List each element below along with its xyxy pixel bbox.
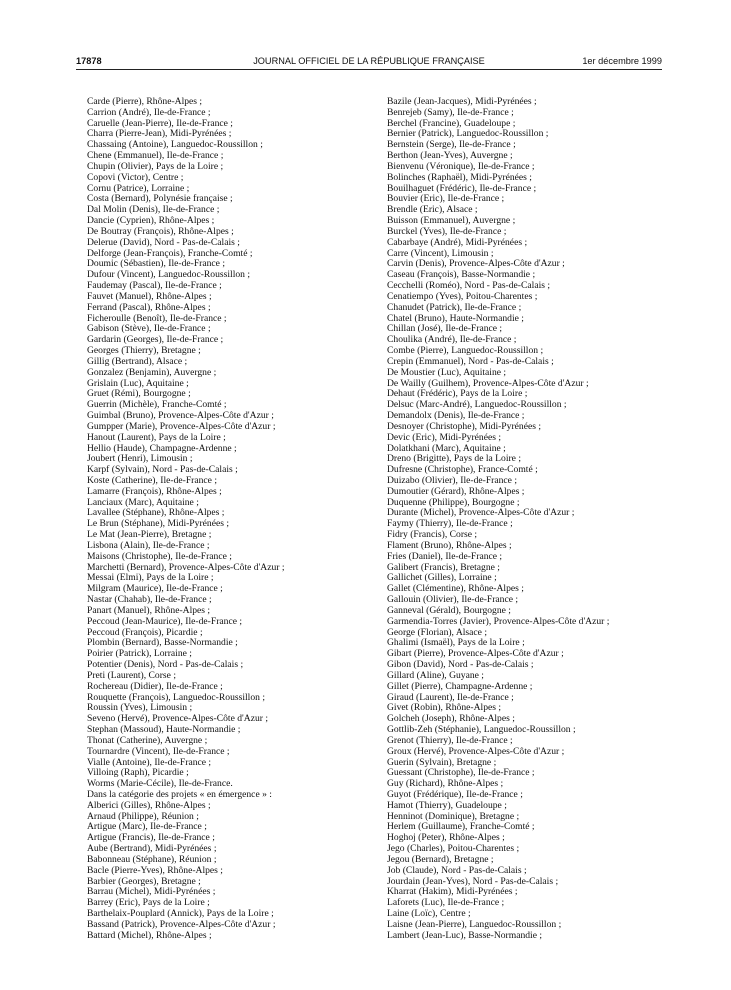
list-item: Dehaut (Frédéric), Pays de la Loire ; xyxy=(387,389,528,400)
list-item: Gallet (Clémentine), Rhône-Alpes ; xyxy=(387,584,524,595)
list-item: Dreno (Brigitte), Pays de la Loire ; xyxy=(387,454,522,465)
list-item: Delerue (David), Nord - Pas-de-Calais ; xyxy=(87,237,240,248)
list-item: Bolinches (Raphaël), Midi-Pyrénées ; xyxy=(387,172,532,183)
list-item: Worms (Marie-Cécile), Ile-de-France. xyxy=(87,779,233,790)
list-item: Caseau (François), Basse-Normandie ; xyxy=(387,270,536,281)
list-item: Giraud (Laurent), Ile-de-France ; xyxy=(387,692,514,703)
list-item: Herlem (Guillaume), Franche-Comté ; xyxy=(387,822,535,833)
list-item: Gardarin (Georges), Ile-de-France ; xyxy=(87,335,224,346)
list-item: Marchetti (Bernard), Provence-Alpes-Côte d'Azur ; xyxy=(87,562,285,573)
list-item: Laisne (Jean-Pierre), Languedoc-Roussillon ; xyxy=(387,919,562,930)
list-item: Delforge (Jean-François), Franche-Comté ; xyxy=(87,248,253,259)
list-item: Dufour (Vincent), Languedoc-Roussillon ; xyxy=(87,270,251,281)
list-item: Carvin (Denis), Provence-Alpes-Côte d'Azur ; xyxy=(387,259,565,270)
list-item: Bassand (Patrick), Provence-Alpes-Côte d'Azur ; xyxy=(87,919,276,930)
list-item: Guerrin (Michèle), Franche-Comté ; xyxy=(87,400,227,411)
list-item: Panart (Manuel), Rhône-Alpes ; xyxy=(87,605,211,616)
list-item: Guimbal (Bruno), Provence-Alpes-Côte d'Azur ; xyxy=(87,411,274,422)
list-item: Combe (Pierre), Languedoc-Roussillon ; xyxy=(387,346,544,357)
list-item: Kharrat (Hakim), Midi-Pyrénées ; xyxy=(387,887,518,898)
list-item: Jego (Charles), Poitou-Charentes ; xyxy=(387,844,520,855)
list-item: Delsuc (Marc-André), Languedoc-Roussillon ; xyxy=(387,400,567,411)
list-item: Laine (Loïc), Centre ; xyxy=(387,909,471,920)
list-item: Le Mat (Jean-Pierre), Bretagne ; xyxy=(87,530,212,541)
list-item: Cenatiempo (Yves), Poitou-Charentes ; xyxy=(387,291,538,302)
list-item: Thonat (Catherine), Auvergne ; xyxy=(87,735,208,746)
list-item: Vialle (Antoine), Ile-de-France ; xyxy=(87,757,212,768)
list-item: Ferrand (Pascal), Rhône-Alpes ; xyxy=(87,302,211,313)
list-item: Hoghoj (Peter), Rhône-Alpes ; xyxy=(387,833,505,844)
list-item: Alberici (Gilles), Rhône-Alpes ; xyxy=(87,800,211,811)
list-item: Buisson (Emmanuel), Auvergne ; xyxy=(387,216,516,227)
list-item: Charra (Pierre-Jean), Midi-Pyrénées ; xyxy=(87,129,232,140)
list-item: Tournardre (Vincent), Ile-de-France ; xyxy=(87,746,230,757)
list-item: Lanciaux (Marc), Aquitaine ; xyxy=(87,497,199,508)
list-item: Preti (Laurent), Corse ; xyxy=(87,670,176,681)
list-item: Crepin (Emmanuel), Nord - Pas-de-Calais ; xyxy=(387,356,554,367)
list-item: Lisbona (Alain), Ile-de-France ; xyxy=(87,540,210,551)
list-item: Faudemay (Pascal), Ile-de-France ; xyxy=(87,281,222,292)
list-item: Barrau (Michel), Midi-Pyrénées ; xyxy=(87,887,216,898)
list-item: Carre (Vincent), Limousin ; xyxy=(387,248,494,259)
list-item: Benrejeb (Samy), Ile-de-France ; xyxy=(387,107,514,118)
list-item: Nastar (Chahab), Ile-de-France ; xyxy=(87,595,212,606)
list-item: Carrion (André), Ile-de-France ; xyxy=(87,107,211,118)
list-item: Lamarre (François), Rhône-Alpes ; xyxy=(87,486,222,497)
right-column xyxy=(387,97,677,942)
list-item: Bacle (Pierre-Yves), Rhône-Alpes ; xyxy=(87,865,223,876)
list-item: Rochereau (Didier), Ile-de-France ; xyxy=(87,681,223,692)
list-item: Aube (Bertrand), Midi-Pyrénées ; xyxy=(87,844,217,855)
list-item: Dumoutier (Gérard), Rhône-Alpes ; xyxy=(387,486,525,497)
list-item: Dancie (Cyprien), Rhône-Alpes ; xyxy=(87,216,215,227)
list-item: Ghalimi (Ismaël), Pays de la Loire ; xyxy=(387,638,525,649)
list-item: Burckel (Yves), Ile-de-France ; xyxy=(387,226,507,237)
list-item: Koste (Catherine), Ile-de-France ; xyxy=(87,475,217,486)
list-item: Cornu (Patrice), Lorraine ; xyxy=(87,183,190,194)
list-item: Gillig (Bertrand), Alsace ; xyxy=(87,356,188,367)
list-item: Gottlib-Zeh (Stéphanie), Languedoc-Roussillon ; xyxy=(387,725,576,736)
list-item: Stephan (Massoud), Haute-Normandie ; xyxy=(87,725,241,736)
list-item: Chillan (José), Ile-de-France ; xyxy=(387,324,503,335)
list-item: Maisons (Christophe), Ile-de-France ; xyxy=(87,551,232,562)
list-item: Ficheroulle (Benoît), Ile-de-France ; xyxy=(87,313,227,324)
list-item: George (Florian), Alsace ; xyxy=(387,627,487,638)
list-item: Bouilhaguet (Frédéric), Ile-de-France ; xyxy=(387,183,537,194)
list-item: Ganneval (Gérald), Bourgogne ; xyxy=(387,605,511,616)
list-item: Guessant (Christophe), Ile-de-France ; xyxy=(387,768,535,779)
list-item: Chatel (Bruno), Haute-Normandie ; xyxy=(387,313,524,324)
list-item: Hanout (Laurent), Pays de la Loire ; xyxy=(87,432,226,443)
list-item: Gabison (Stève), Ile-de-France ; xyxy=(87,324,211,335)
list-item: Gumpper (Marie), Provence-Alpes-Côte d'Azur ; xyxy=(87,421,276,432)
list-item: Galibert (Francis), Bretagne ; xyxy=(387,562,500,573)
list-item: Henninot (Dominique), Bretagne ; xyxy=(387,811,520,822)
list-item: Fidry (Francis), Corse ; xyxy=(387,530,478,541)
list-item: Arnaud (Philippe), Réunion ; xyxy=(87,811,199,822)
list-item: Choulika (André), Ile-de-France ; xyxy=(387,335,517,346)
list-item: Cecchelli (Roméo), Nord - Pas-de-Calais ; xyxy=(387,281,551,292)
list-item: Gallichet (Gilles), Lorraine ; xyxy=(387,573,497,584)
list-item: Job (Claude), Nord - Pas-de-Calais ; xyxy=(387,865,527,876)
list-item: Carde (Pierre), Rhône-Alpes ; xyxy=(87,97,203,107)
list-item: Jourdain (Jean-Yves), Nord - Pas-de-Calais ; xyxy=(387,876,559,887)
list-item: Babonneau (Stéphane), Réunion ; xyxy=(87,854,217,865)
list-item: Gillard (Aline), Guyane ; xyxy=(387,670,484,681)
list-item: Bienvenu (Véronique), Ile-de-France ; xyxy=(387,161,535,172)
list-item: Cabarbaye (André), Midi-Pyrénées ; xyxy=(387,237,528,248)
list-item: Le Brun (Stéphane), Midi-Pyrénées ; xyxy=(87,519,230,530)
list-item: Duizabo (Olivier), Ile-de-France ; xyxy=(387,475,517,486)
list-item: Jegou (Bernard), Bretagne ; xyxy=(387,854,494,865)
list-item: Berthon (Jean-Yves), Auvergne ; xyxy=(387,151,513,162)
list-item: De Boutray (François), Rhône-Alpes ; xyxy=(87,226,234,237)
list-item: Givet (Robin), Rhône-Alpes ; xyxy=(387,703,502,714)
list-item: Grislain (Luc), Aquitaine ; xyxy=(87,378,189,389)
journal-title: JOURNAL OFFICIEL DE LA RÉPUBLIQUE FRANÇAISE xyxy=(253,56,485,66)
list-item: Lavallee (Stéphane), Rhône-Alpes ; xyxy=(87,508,225,519)
list-item: Doumic (Sébastien), Ile-de-France ; xyxy=(87,259,225,270)
list-item: Guy (Richard), Rhône-Alpes ; xyxy=(387,779,504,790)
list-item: Guerin (Sylvain), Bretagne ; xyxy=(387,757,497,768)
list-item: Caruelle (Jean-Pierre), Ile-de-France ; xyxy=(87,118,233,129)
list-item: Barbier (Georges), Bretagne ; xyxy=(87,876,201,887)
list-item: Seveno (Hervé), Provence-Alpes-Côte d'Azur ; xyxy=(87,714,269,725)
list-item: Milgram (Maurice), Ile-de-France ; xyxy=(87,584,223,595)
list-item: Messai (Elmi), Pays de la Loire ; xyxy=(87,573,214,584)
list-item: Karpf (Sylvain), Nord - Pas-de-Calais ; xyxy=(87,465,238,476)
list-item: Brendle (Eric), Alsace ; xyxy=(387,205,478,216)
list-item: Gillet (Pierre), Champagne-Ardenne ; xyxy=(387,681,533,692)
list-item: De Wailly (Guilhem), Provence-Alpes-Côte d'Azur ; xyxy=(387,378,589,389)
page-number: 17878 xyxy=(76,56,102,66)
list-item: Gibon (David), Nord - Pas-de-Calais ; xyxy=(387,660,534,671)
list-item: Grenot (Thierry), Ile-de-France ; xyxy=(387,735,513,746)
list-item: Rouquette (François), Languedoc-Roussillon ; xyxy=(87,692,265,703)
list-item: Roussin (Yves), Limousin ; xyxy=(87,703,193,714)
list-item: Plombin (Bernard), Basse-Normandie ; xyxy=(87,638,238,649)
list-item: Poirier (Patrick), Lorraine ; xyxy=(87,649,192,660)
list-item: Berchel (Francine), Guadeloupe ; xyxy=(387,118,516,129)
left-column xyxy=(87,97,377,942)
list-item: Barrey (Eric), Pays de la Loire ; xyxy=(87,898,210,909)
list-item: Bernier (Patrick), Languedoc-Roussillon ; xyxy=(387,129,549,140)
list-item: Potentier (Denis), Nord - Pas-de-Calais ; xyxy=(87,660,244,671)
list-item: Bernstein (Serge), Ile-de-France ; xyxy=(387,140,516,151)
publication-date: 1er décembre 1999 xyxy=(582,56,662,66)
list-item: Gonzalez (Benjamin), Auvergne ; xyxy=(87,367,217,378)
list-item: Peccoud (Jean-Maurice), Ile-de-France ; xyxy=(87,616,243,627)
list-item: Laforets (Luc), Ile-de-France ; xyxy=(387,898,505,909)
list-item: Chanudet (Patrick), Ile-de-France ; xyxy=(387,302,522,313)
list-item: Gibart (Pierre), Provence-Alpes-Côte d'Azur ; xyxy=(387,649,564,660)
list-item: Dans la catégorie des projets « en émergence » : xyxy=(87,790,272,800)
list-item: Garmendia-Torres (Javier), Provence-Alpes-Côte d'Azur ; xyxy=(387,616,610,627)
list-item: Villoing (Raph), Picardie ; xyxy=(87,768,189,779)
list-item: Costa (Bernard), Polynésie française ; xyxy=(87,194,233,205)
list-item: Durante (Michel), Provence-Alpes-Côte d'Azur ; xyxy=(387,508,575,519)
list-item: Flament (Bruno), Rhône-Alpes ; xyxy=(387,540,512,551)
list-item: Desnoyer (Christophe), Midi-Pyrénées ; xyxy=(387,421,542,432)
header-rule xyxy=(76,69,662,70)
list-item: Fries (Daniel), Ile-de-France ; xyxy=(387,551,503,562)
list-item: Chupin (Olivier), Pays de la Loire ; xyxy=(87,161,224,172)
list-item: Devic (Eric), Midi-Pyrénées ; xyxy=(387,432,502,443)
list-item: Chassaing (Antoine), Languedoc-Roussillon ; xyxy=(87,140,263,151)
list-item: Artigue (Marc), Ile-de-France ; xyxy=(87,822,207,833)
list-item: Dal Molin (Denis), Ile-de-France ; xyxy=(87,205,220,216)
list-item: Faymy (Thierry), Ile-de-France ; xyxy=(387,519,513,530)
list-item: Bazile (Jean-Jacques), Midi-Pyrénées ; xyxy=(387,97,537,107)
list-item: Bouvier (Eric), Ile-de-France ; xyxy=(387,194,505,205)
list-item: Gallouin (Olivier), Ile-de-France ; xyxy=(387,595,519,606)
list-item: Duquenne (Philippe), Bourgogne ; xyxy=(387,497,520,508)
list-item: Barthelaix-Pouplard (Annick), Pays de la Loire ; xyxy=(87,909,274,920)
list-item: Golcheh (Joseph), Rhône-Alpes ; xyxy=(387,714,515,725)
list-item: Hellio (Haude), Champagne-Ardenne ; xyxy=(87,443,237,454)
list-item: Joubert (Henri), Limousin ; xyxy=(87,454,193,465)
list-item: Dolatkhani (Marc), Aquitaine ; xyxy=(387,443,506,454)
list-item: Fauvet (Manuel), Rhône-Alpes ; xyxy=(87,291,212,302)
list-item: Gruet (Rémi), Bourgogne ; xyxy=(87,389,191,400)
list-item: Artigue (Francis), Ile-de-France ; xyxy=(87,833,215,844)
list-item: Demandolx (Denis), Ile-de-France ; xyxy=(387,411,525,422)
list-item: Guyot (Frédérique), Ile-de-France ; xyxy=(387,790,523,800)
list-item: Dufresne (Christophe), France-Comté ; xyxy=(387,465,538,476)
list-item: Hamot (Thierry), Guadeloupe ; xyxy=(387,800,507,811)
list-item: Copovi (Victor), Centre ; xyxy=(87,172,184,183)
list-item: Groux (Hervé), Provence-Alpes-Côte d'Azur ; xyxy=(387,746,565,757)
list-item: Battard (Michel), Rhône-Alpes ; xyxy=(87,930,212,941)
list-item: Lambert (Jean-Luc), Basse-Normandie ; xyxy=(387,930,543,941)
list-item: De Moustier (Luc), Aquitaine ; xyxy=(387,367,507,378)
list-item: Chene (Emmanuel), Ile-de-France ; xyxy=(87,151,224,162)
list-item: Georges (Thierry), Bretagne ; xyxy=(87,346,201,357)
list-item: Peccoud (François), Picardie ; xyxy=(87,627,203,638)
